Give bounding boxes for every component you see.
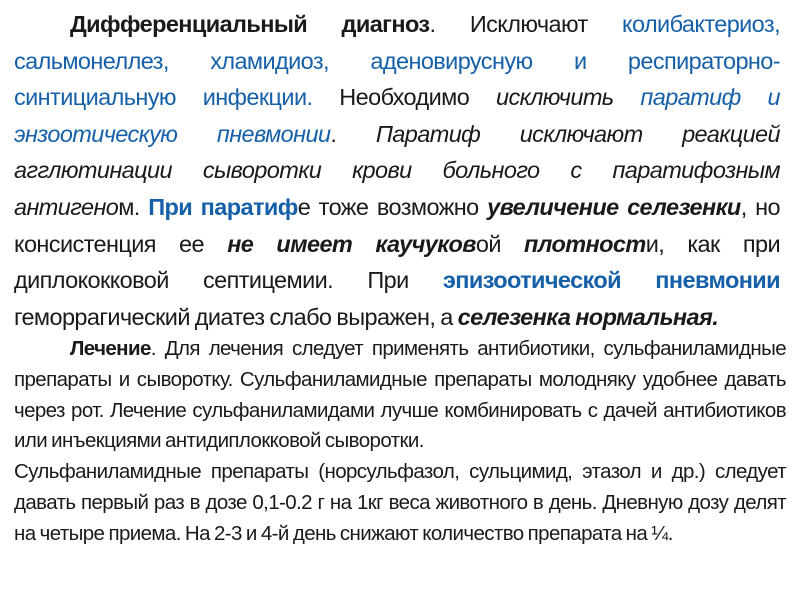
agglutination-sentence: Паратиф исключают реакцией агглютинации сыворотки крови больного с паратифозным антигено: [14, 120, 780, 220]
text-run: .: [330, 120, 376, 147]
density-term: плотност: [524, 230, 646, 257]
treatment-section: [14, 334, 786, 550]
paratyphoid-highlight: При паратиф: [148, 193, 298, 220]
differential-diagnosis-paragraph: [14, 6, 780, 335]
text-run: Необходимо: [312, 84, 497, 111]
text-run: и, как при диплококковой септицемии. При: [14, 230, 780, 294]
text-run: ой: [475, 230, 525, 257]
consistency-term: не имеет каучуков: [227, 230, 476, 257]
paratyphoid-pneumonia-term: паратиф и энзоотическую пневмонии: [14, 84, 780, 147]
excluded-infections-list: колибактериоз, сальмонеллез, хламидиоз, аденовирусную и респираторно-синтициальную инфекции.: [14, 11, 780, 111]
differential-diagnosis-section: [14, 6, 780, 335]
spleen-enlargement-term: увеличение селезенки: [487, 193, 741, 220]
text-run: е тоже возможно: [297, 193, 488, 220]
italic-run: исключить: [496, 84, 614, 111]
text-run: . Исключают: [429, 11, 623, 37]
enzootic-pneumonia-highlight: эпизоотической пневмонии: [442, 267, 780, 294]
treatment-text: . Для лечения следует применять антибиотики, сульфаниламидные препараты и сыворотку. Сульфаниламидные препараты молодняку удобнее давать через рот. Лечение сульфаниламидами лучше комбинировать с дачей антибиотиков или инъекциями антидиплокковой сыворотки.: [14, 337, 786, 453]
dosage-paragraph: Сульфаниламидные препараты (норсульфазол, сульцимид, этазол и др.) следует давать первый раз в дозе 0,1-0.2 г на 1кг веса животного в день. Дневную дозу делят на четыре приема. На 2-3 и 4-й день снижают количество препарата на ¼.: [14, 460, 786, 545]
treatment-heading: Лечение: [70, 337, 151, 360]
normal-spleen-term: селезенка нормальная.: [457, 303, 719, 330]
text-run: , но консистенция ее: [14, 193, 781, 257]
treatment-paragraph: [14, 334, 786, 457]
text-run: м.: [118, 193, 149, 220]
text-run: геморрагический диатез слабо выражен, а: [14, 303, 458, 330]
differential-diagnosis-heading: Дифференциальный диагноз: [70, 11, 430, 37]
